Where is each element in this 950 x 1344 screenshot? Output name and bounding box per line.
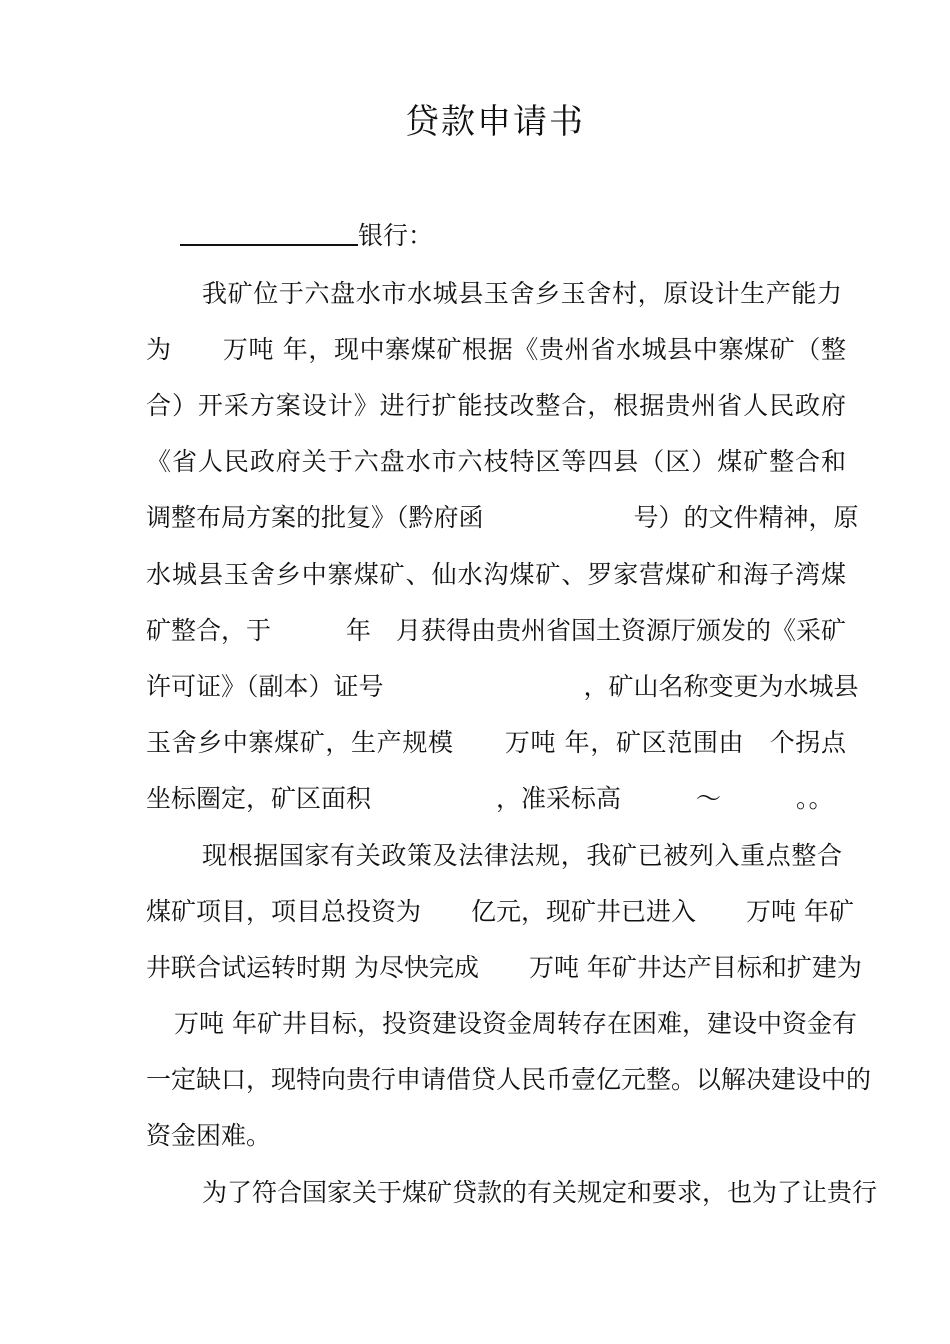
body-line-4: 《省人民政府关于六盘水市六枝特区等四县（区）煤矿整合和 xyxy=(146,447,846,476)
body-line-14: 万吨 年矿井目标，投资建设资金周转存在困难，建设中资金有 xyxy=(174,1009,857,1038)
body-line-1: 我矿位于六盘水市水城县玉舍乡玉舍村，原设计生产能力 xyxy=(202,279,842,308)
salutation-suffix: 银行： xyxy=(358,221,434,250)
body-line-12: 煤矿项目，项目总投资为 亿元，现矿井已进入 万吨 年矿 xyxy=(146,897,854,926)
body-line-15: 一定缺口，现特向贵行申请借贷人民币壹亿元整。以解决建设中的 xyxy=(146,1065,872,1094)
body-line-17: 为了符合国家关于煤矿贷款的有关规定和要求，也为了让贵行 xyxy=(202,1178,878,1207)
body-line-16: 资金困难。 xyxy=(146,1121,272,1150)
body-line-6: 水城县玉舍乡中寨煤矿、仙水沟煤矿、罗家营煤矿和海子湾煤 xyxy=(146,560,846,589)
body-line-13: 井联合试运转时期 为尽快完成 万吨 年矿井达产目标和扩建为 xyxy=(146,953,862,982)
document-title: 贷款申请书 xyxy=(405,102,585,142)
body-line-3: 合）开采方案设计》进行扩能技改整合，根据贵州省人民政府 xyxy=(146,391,846,420)
body-line-2: 为 万吨 年，现中寨煤矿根据《贵州省水城县中寨煤矿（整 xyxy=(146,335,846,364)
body-line-10: 坐标圈定，矿区面积 ，准采标高 ～ 。。 xyxy=(146,784,834,813)
body-line-5: 调整布局方案的批复》（黔府函 号）的文件精神，原 xyxy=(146,503,859,532)
body-line-11: 现根据国家有关政策及法律法规，我矿已被列入重点整合 xyxy=(202,841,842,870)
body-line-8: 许可证》（副本）证号 ，矿山名称变更为水城县 xyxy=(146,672,859,701)
bank-name-blank xyxy=(180,214,358,246)
salutation-line xyxy=(146,214,846,258)
body-line-7: 矿整合，于 年 月获得由贵州省国土资源厅颁发的《采矿 xyxy=(146,616,847,645)
body-line-9: 玉舍乡中寨煤矿，生产规模 万吨 年，矿区范围由 个拐点 xyxy=(146,728,846,757)
